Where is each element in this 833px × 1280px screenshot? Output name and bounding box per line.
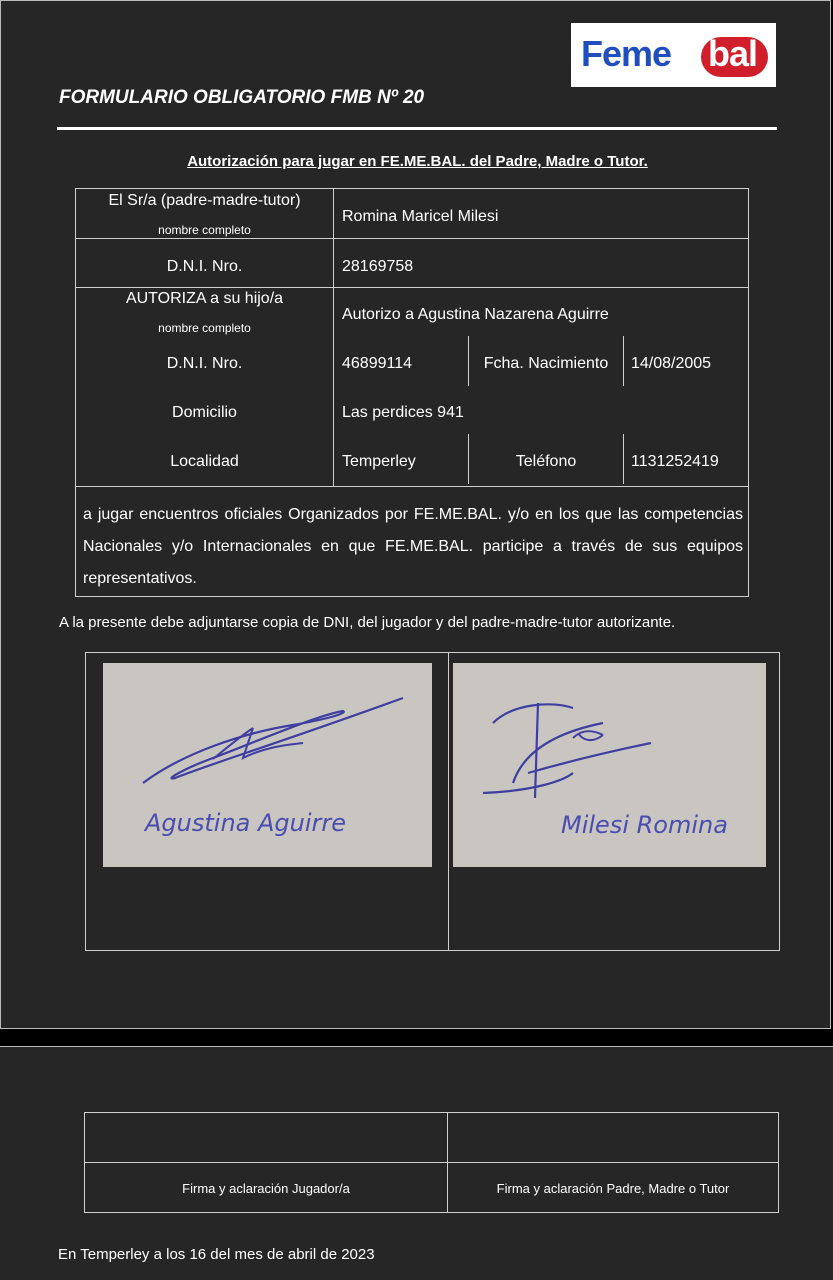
player-signature-text: Agustina Aguirre [145, 809, 347, 837]
birth-date: 14/08/2005 [631, 355, 712, 372]
guardian-signature-caption: Firma y aclaración Padre, Madre o Tutor [496, 1181, 730, 1196]
child-dni-label: D.N.I. Nro. [166, 355, 243, 372]
title-divider [57, 127, 777, 130]
guardian-signature-text: Milesi Romina [561, 811, 728, 839]
player-signature-caption: Firma y aclaración Jugador/a [182, 1181, 350, 1196]
guardian-dni: 28169758 [342, 258, 414, 275]
child-name: Autorizo a Agustina Nazarena Aguirre [342, 306, 609, 323]
child-dni: 46899114 [342, 355, 412, 372]
player-signature-image [103, 663, 432, 867]
femebal-logo [571, 23, 776, 87]
authorizes-label: AUTORIZA a su hijo/a [125, 290, 284, 307]
guardian-signature-drawing [453, 663, 766, 867]
guardian-sublabel: nombre completo [158, 223, 251, 237]
form-page-2 [0, 1046, 833, 1280]
guardian-label: El Sr/a (padre-madre-tutor) [108, 192, 301, 209]
form-subtitle: Autorización para jugar en FE.ME.BAL. del Padre, Madre o Tutor. [187, 153, 648, 170]
phone-label: Teléfono [515, 453, 577, 470]
logo-text-left: Feme [581, 33, 672, 74]
authorizes-sublabel: nombre completo [158, 321, 251, 335]
guardian-signature-image [453, 663, 766, 867]
phone: 1131252419 [631, 453, 719, 470]
date-line: En Temperley a los 16 del mes de abril de 2023 [58, 1246, 375, 1263]
authorization-paragraph: a jugar encuentros oficiales Organizados por FE.ME.BAL. y/o en los que las competencias Nacionales y/o Internacionales en que FE.ME.BAL. participe a través de sus equipos representativos. [83, 506, 743, 587]
logo-text-right: bal [708, 33, 758, 74]
guardian-name: Romina Maricel Milesi [342, 208, 499, 225]
form-title: FORMULARIO OBLIGATORIO FMB Nº 20 [59, 87, 425, 108]
address-label: Domicilio [172, 404, 237, 421]
attachment-note: A la presente debe adjuntarse copia de DNI, del jugador y del padre-madre-tutor autorizante. [59, 614, 676, 631]
birth-label: Fcha. Nacimiento [483, 355, 609, 372]
address: Las perdices 941 [342, 404, 464, 421]
city-label: Localidad [170, 453, 239, 470]
guardian-dni-label: D.N.I. Nro. [166, 258, 243, 275]
player-signature-drawing [103, 663, 432, 867]
city: Temperley [342, 453, 416, 470]
